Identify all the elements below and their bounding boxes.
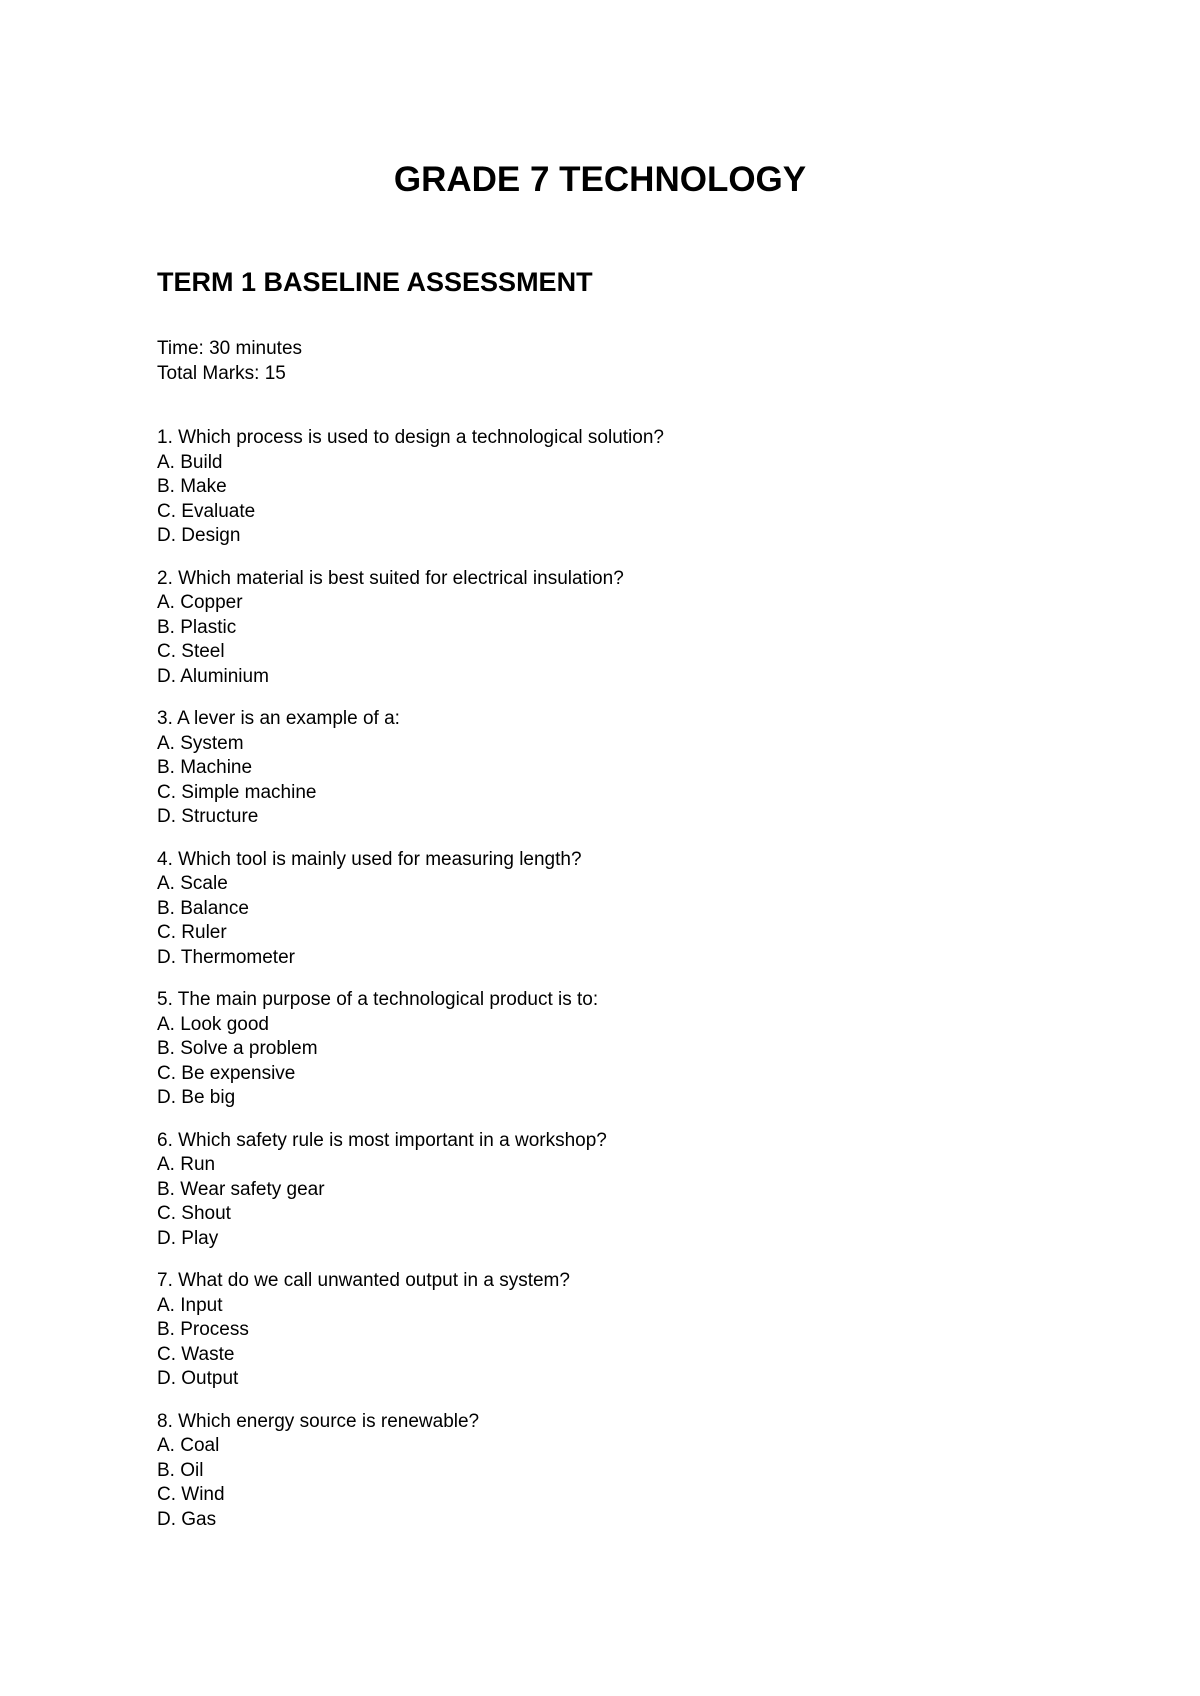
option-d: D. Be big: [157, 1087, 236, 1108]
option-d: D. Aluminium: [157, 665, 269, 687]
document-title: GRADE 7 TECHNOLOGY: [393, 160, 807, 199]
option-d: D. Output: [157, 1368, 239, 1389]
assessment-info: [157, 337, 302, 386]
question-4: [157, 848, 664, 971]
option-a: A. Run: [157, 1154, 216, 1175]
option-c: C. Be expensive: [157, 1062, 296, 1084]
option-c: C. Ruler: [157, 922, 227, 943]
question-2: [157, 567, 664, 690]
option-b: B. Machine: [157, 757, 253, 778]
question-1: [157, 426, 664, 549]
question-text: 6. Which safety rule is most important in a workshop?: [157, 1129, 607, 1151]
option-b: B. Make: [157, 476, 227, 497]
option-b: B. Oil: [157, 1459, 204, 1481]
option-c: C. Simple machine: [157, 781, 317, 803]
option-d: D. Structure: [157, 806, 259, 827]
option-b: B. Process: [157, 1319, 249, 1340]
option-b: B. Wear safety gear: [157, 1178, 325, 1200]
option-a: A. System: [157, 732, 244, 754]
option-d: D. Play: [157, 1227, 219, 1249]
option-c: C. Evaluate: [157, 500, 256, 522]
option-c: C. Shout: [157, 1203, 231, 1224]
option-a: A. Build: [157, 451, 223, 473]
question-list: [157, 426, 664, 1550]
option-a: A. Coal: [157, 1435, 220, 1456]
option-a: A. Look good: [157, 1013, 269, 1035]
question-7: [157, 1269, 664, 1392]
question-6: [157, 1129, 664, 1252]
option-c: C. Wind: [157, 1484, 225, 1505]
question-3: [157, 707, 664, 830]
option-a: A. Scale: [157, 873, 228, 894]
time-limit: Time: 30 minutes: [157, 338, 303, 359]
question-text: 2. Which material is best suited for electrical insulation?: [157, 567, 624, 589]
option-d: D. Gas: [157, 1508, 217, 1530]
question-text: 7. What do we call unwanted output in a system?: [157, 1270, 570, 1291]
question-text: 4. Which tool is mainly used for measuring length?: [157, 848, 582, 870]
question-5: [157, 988, 664, 1111]
question-text: 3. A lever is an example of a:: [157, 708, 400, 729]
option-d: D. Design: [157, 525, 241, 546]
question-text: 1. Which process is used to design a technological solution?: [157, 427, 664, 448]
total-marks: Total Marks: 15: [157, 362, 286, 384]
option-b: B. Balance: [157, 897, 249, 919]
question-text: 5. The main purpose of a technological product is to:: [157, 989, 599, 1010]
option-b: B. Plastic: [157, 616, 237, 638]
question-8: [157, 1410, 664, 1533]
option-d: D. Thermometer: [157, 946, 295, 968]
question-text: 8. Which energy source is renewable?: [157, 1410, 480, 1432]
option-c: C. Waste: [157, 1343, 235, 1365]
option-b: B. Solve a problem: [157, 1038, 318, 1059]
option-c: C. Steel: [157, 641, 225, 662]
option-a: A. Copper: [157, 592, 243, 613]
document-subtitle: TERM 1 BASELINE ASSESSMENT: [157, 267, 593, 297]
option-a: A. Input: [157, 1294, 223, 1316]
